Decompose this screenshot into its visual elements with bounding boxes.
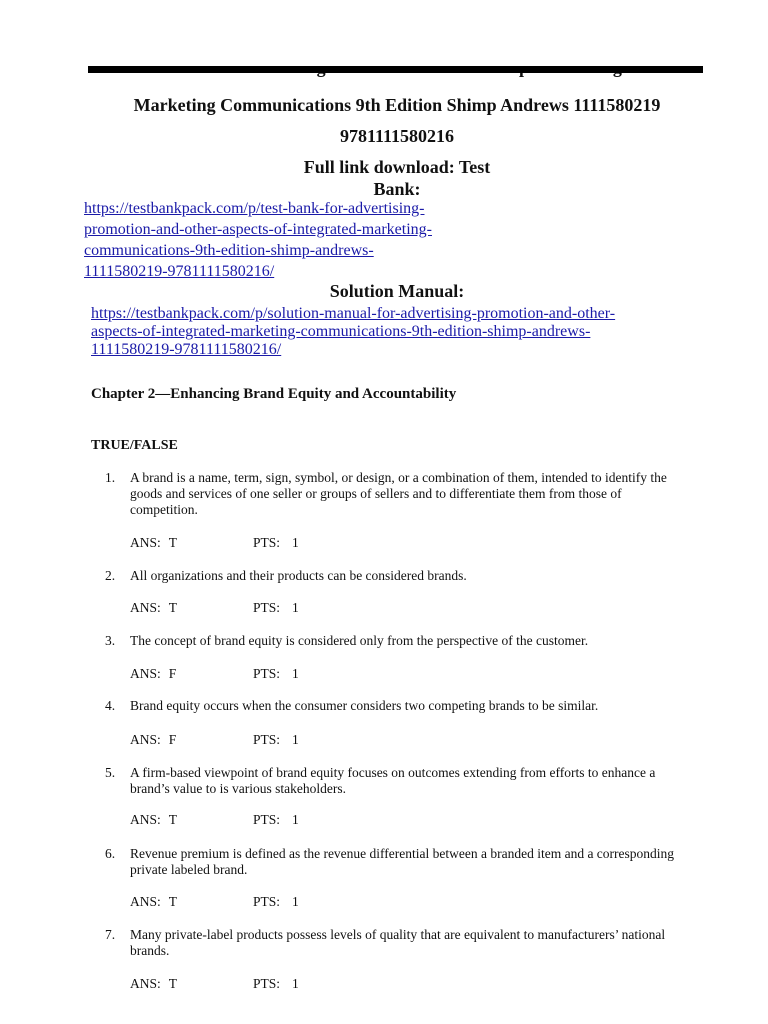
section-title: TRUE/FALSE <box>91 438 178 453</box>
answer-value: T <box>168 600 178 615</box>
title-line-3: 9781111580216 <box>339 126 455 146</box>
answer <box>130 666 176 682</box>
answer-label: ANS: <box>130 600 161 615</box>
question-number: 2. <box>105 568 116 583</box>
title-line-2: Marketing Communications 9th Edition Shimp Andrews 1111580219 <box>133 95 661 115</box>
points-label: PTS: <box>253 732 281 747</box>
question-text: Brand equity occurs when the consumer considers two competing brands to be similar. <box>130 698 599 713</box>
points-label: PTS: <box>253 894 281 909</box>
question-number: 1. <box>105 470 116 485</box>
points-label: PTS: <box>253 666 281 681</box>
test-bank-link-line-2[interactable]: promotion-and-other-aspects-of-integrated-marketing- <box>84 221 432 238</box>
question-number: 7. <box>105 927 116 942</box>
answer-label: ANS: <box>130 732 161 747</box>
top-rule-bar <box>88 66 703 73</box>
solution-manual-link-line-2[interactable]: aspects-of-integrated-marketing-communications-9th-edition-shimp-andrews- <box>91 323 591 340</box>
points <box>253 732 299 748</box>
points-label: PTS: <box>253 812 281 827</box>
solution-manual-link-line-1[interactable]: https://testbankpack.com/p/solution-manual-for-advertising-promotion-and-other- <box>91 305 616 322</box>
answer <box>130 976 177 992</box>
points-value: 1 <box>292 535 299 550</box>
question-text: A firm-based viewpoint of brand equity focuses on outcomes extending from efforts to enhance a brand’s value to is various stakeholders. <box>130 765 656 796</box>
question-number: 5. <box>105 765 116 780</box>
answer-value: F <box>168 732 177 747</box>
answer-label: ANS: <box>130 666 161 681</box>
question-text: The concept of brand equity is considered only from the perspective of the customer. <box>130 633 589 648</box>
question-text: Revenue premium is defined as the revenue differential between a branded item and a corresponding private labeled brand. <box>130 846 675 877</box>
answer <box>130 600 177 616</box>
question-number: 4. <box>105 698 116 713</box>
points-label: PTS: <box>253 600 281 615</box>
answer <box>130 535 177 551</box>
points-value: 1 <box>292 894 299 909</box>
question-text: A brand is a name, term, sign, symbol, or design, or a combination of them, intended to identify the goods and services of one seller or groups of sellers and to differentiate them from those of competition. <box>130 470 667 517</box>
answer <box>130 812 177 828</box>
answer-value: F <box>168 666 177 681</box>
answer-label: ANS: <box>130 535 161 550</box>
points-label: PTS: <box>253 535 281 550</box>
chapter-title: Chapter 2—Enhancing Brand Equity and Accountability <box>91 386 457 402</box>
points-value: 1 <box>292 732 299 747</box>
question-text: All organizations and their products can be considered brands. <box>130 568 467 583</box>
points-label: PTS: <box>253 976 281 991</box>
points-value: 1 <box>292 976 299 991</box>
answer-value: T <box>168 535 178 550</box>
points <box>253 976 299 992</box>
test-bank-link-line-1[interactable]: https://testbankpack.com/p/test-bank-for-advertising- <box>84 200 425 217</box>
points-value: 1 <box>292 600 299 615</box>
download-label-line-2: Bank: <box>373 179 421 199</box>
test-bank-link-line-4[interactable]: 1111580219-9781111580216/ <box>84 263 275 280</box>
points-value: 1 <box>292 812 299 827</box>
answer-label: ANS: <box>130 894 161 909</box>
points <box>253 894 299 910</box>
points-value: 1 <box>292 666 299 681</box>
answer <box>130 894 177 910</box>
answer-value: T <box>168 894 178 909</box>
points <box>253 812 299 828</box>
points <box>253 535 299 551</box>
download-label-line-1: Full link download: Test <box>303 157 491 177</box>
points <box>253 666 299 682</box>
solution-manual-link-line-3[interactable]: 1111580219-9781111580216/ <box>91 341 282 358</box>
question-number: 3. <box>105 633 116 648</box>
answer-label: ANS: <box>130 976 161 991</box>
answer-value: T <box>168 976 178 991</box>
points <box>253 600 299 616</box>
question-text: Many private-label products possess levels of quality that are equivalent to manufacturers’ national brands. <box>130 927 666 958</box>
question-number: 6. <box>105 846 116 861</box>
solution-manual-label: Solution Manual: <box>329 281 465 301</box>
answer-label: ANS: <box>130 812 161 827</box>
answer <box>130 732 176 748</box>
answer-value: T <box>168 812 178 827</box>
test-bank-link-line-3[interactable]: communications-9th-edition-shimp-andrews- <box>84 242 374 259</box>
